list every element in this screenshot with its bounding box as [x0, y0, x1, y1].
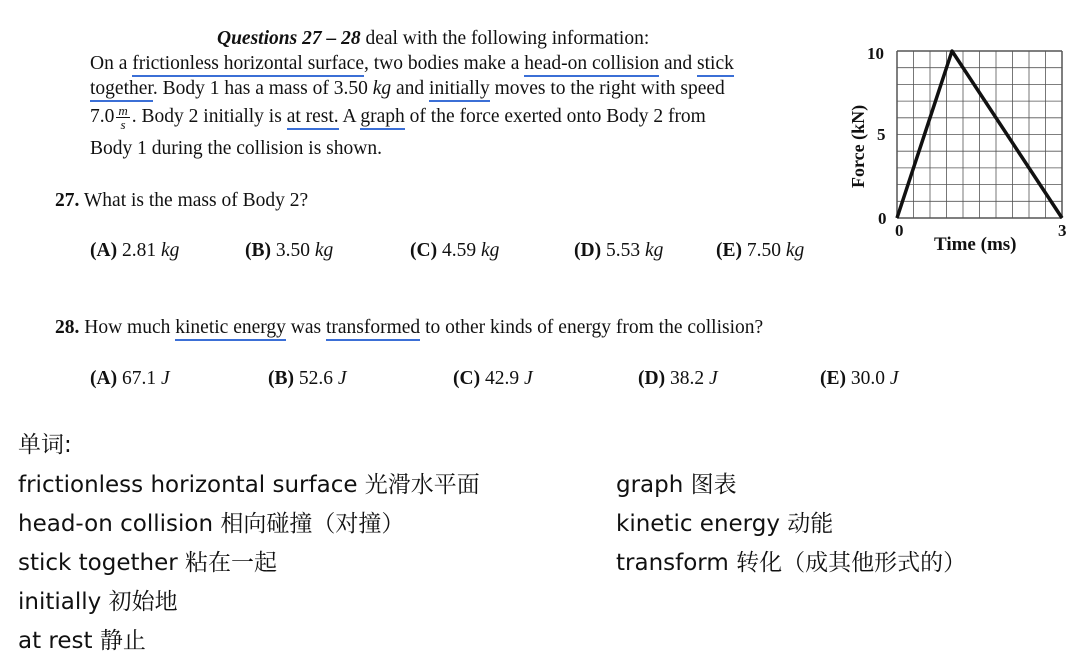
highlight-graph: graph [360, 106, 404, 130]
y-tick-0: 0 [878, 209, 887, 228]
q27-choice-b[interactable] [245, 240, 333, 262]
choice-value: 30.0 [850, 368, 885, 389]
deal-text: deal with the following information: [360, 28, 650, 49]
text: A [338, 105, 361, 127]
text: , two bodies make a [364, 53, 525, 74]
vocab-left-3: stick together 粘在一起 [18, 550, 278, 576]
passage-line-3 [90, 104, 706, 131]
choice-label: (D) [574, 240, 602, 261]
vocab-left-1: frictionless horizontal surface 光滑水平面 [18, 472, 480, 498]
choice-unit: kg [314, 240, 334, 261]
fraction-denominator: s [120, 117, 126, 132]
text: and [391, 78, 430, 99]
x-axis-label: Time (ms) [934, 234, 1017, 255]
choice-label: (B) [245, 240, 271, 261]
question-number: 27. [55, 190, 80, 211]
choice-label: (C) [453, 368, 481, 389]
choice-value: 52.6 [298, 368, 333, 389]
choice-value: 4.59 [441, 240, 477, 261]
q28-choice-c[interactable] [453, 368, 533, 390]
force-time-graph [845, 28, 1075, 278]
q28-choice-b[interactable] [268, 368, 347, 390]
vocab-right-1: graph 图表 [616, 472, 737, 498]
highlight-initially: initially [429, 78, 490, 102]
highlight-frictionless: frictionless horizontal surface [132, 53, 364, 77]
question-text: What is the mass of Body 2? [79, 190, 309, 211]
vocab-left-5: at rest 静止 [18, 628, 146, 654]
highlight-stick: stick [697, 53, 734, 77]
passage-line-1 [90, 53, 734, 75]
choice-label: (A) [90, 368, 118, 389]
q27-choice-d[interactable] [574, 240, 663, 262]
passage-line-4 [90, 138, 382, 160]
vocab-right-2: kinetic energy 动能 [616, 511, 834, 537]
question-28 [55, 317, 763, 339]
x-tick-3: 3 [1058, 221, 1067, 240]
choice-value: 7.50 [746, 240, 781, 261]
text: . Body 1 has a mass of 3.50 [152, 78, 373, 99]
y-tick-5: 5 [877, 125, 886, 144]
choice-unit: kg [785, 240, 805, 261]
x-tick-0: 0 [895, 221, 904, 240]
choice-unit: J [337, 368, 347, 389]
choice-value: 38.2 [669, 368, 705, 389]
choice-label: (A) [90, 240, 118, 261]
choice-unit: J [889, 368, 899, 389]
text: to other kinds of energy from the collision? [420, 317, 764, 338]
y-axis-label: Force (kN) [848, 104, 868, 188]
q28-choice-a[interactable] [90, 368, 170, 390]
highlight-at-rest: at rest. [287, 106, 339, 130]
unit-fraction [116, 104, 129, 131]
text: 7.0 [90, 105, 115, 127]
highlight-kinetic-energy: kinetic energy [175, 317, 286, 341]
choice-unit: J [523, 368, 533, 389]
choice-unit: J [160, 368, 170, 389]
choice-value: 3.50 [275, 240, 310, 261]
fraction-numerator: m [118, 103, 128, 118]
text: . Body 2 initially is [131, 105, 287, 127]
graph-grid [897, 51, 1062, 218]
choice-value: 67.1 [121, 368, 157, 389]
vocab-left-2: head-on collision 相向碰撞（对撞） [18, 511, 405, 537]
text: and [659, 53, 698, 74]
text: of the force exerted onto Body 2 from [404, 105, 706, 127]
choice-label: (B) [268, 368, 294, 389]
q28-choice-d[interactable] [638, 368, 718, 390]
vocab-title: 单词: [18, 432, 72, 458]
passage-line-2 [90, 78, 725, 100]
vocab-right-3: transform 转化（成其他形式的） [616, 550, 967, 576]
choice-value: 2.81 [121, 240, 157, 261]
question-number: 28. [55, 317, 80, 338]
text: moves to the right with speed [489, 78, 725, 99]
vocab-left-4: initially 初始地 [18, 589, 178, 615]
q27-choice-a[interactable] [90, 240, 179, 262]
highlight-together: together [90, 78, 153, 102]
question-27 [55, 190, 308, 212]
questions-label: Questions 27 – 28 [217, 28, 361, 49]
choice-label: (E) [716, 240, 742, 261]
highlight-transformed: transformed [326, 317, 420, 341]
q27-choice-e[interactable] [716, 240, 804, 262]
choice-label: (C) [410, 240, 438, 261]
choice-unit: kg [644, 240, 664, 261]
q27-choice-c[interactable] [410, 240, 499, 262]
q28-choice-e[interactable] [820, 368, 899, 390]
choice-value: 5.53 [605, 240, 641, 261]
text: was [285, 317, 326, 338]
text: Body 1 during the collision is shown. [90, 138, 382, 159]
y-tick-10: 10 [867, 44, 884, 63]
text: How much [79, 317, 176, 338]
choice-label: (D) [638, 368, 666, 389]
choice-value: 42.9 [484, 368, 520, 389]
info-header [217, 28, 649, 50]
unit-kg: kg [372, 78, 392, 99]
highlight-head-on: head-on collision [524, 53, 659, 77]
text: On a [90, 53, 133, 74]
choice-label: (E) [820, 368, 846, 389]
choice-unit: kg [160, 240, 180, 261]
choice-unit: kg [480, 240, 500, 261]
choice-unit: J [708, 368, 718, 389]
